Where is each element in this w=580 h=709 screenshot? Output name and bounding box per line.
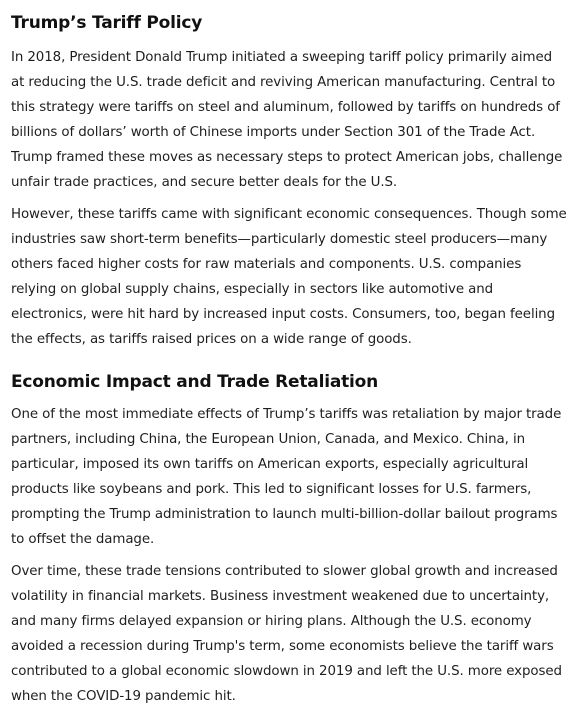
paragraph-tariff-consequences: However, these tariffs came with significant economic consequences. Though some industries saw short-term benefits—particularly domestic steel producers—many others faced higher costs for raw materials and components. U.S. companies relying on global supply chains, especially in sectors like automotive and electronics, were hit hard by increased input costs. Consumers, too, began feeling the effects, as tariffs raised prices on a wide range of goods.: [11, 207, 567, 347]
section-heading-economic-impact: Economic Impact and Trade Retaliation: [11, 372, 379, 392]
paragraph-trade-tensions: Over time, these trade tensions contributed to slower global growth and increased volatility in financial markets. Business investment weakened due to uncertainty, and many firms delayed expansion or hiring plans. Although the U.S. economy avoided a recession during Trump's term, some economists believe the tariff wars contributed to a global economic slowdown in 2019 and left the U.S. more exposed when the COVID-19 pandemic hit.: [11, 564, 562, 704]
section-heading-tariff-policy: Trump’s Tariff Policy: [11, 13, 203, 33]
paragraph-retaliation: One of the most immediate effects of Trump’s tariffs was retaliation by major trade partners, including China, the European Union, Canada, and Mexico. China, in particular, imposed its own tariffs on American exports, especially agricultural products like soybeans and pork. This led to significant losses for U.S. farmers, prompting the Trump administration to launch multi-billion-dollar bailout programs to offset the damage.: [11, 407, 562, 547]
paragraph-tariff-intro: In 2018, President Donald Trump initiated a sweeping tariff policy primarily aimed at reducing the U.S. trade deficit and reviving American manufacturing. Central to this strategy were tariffs on steel and aluminum, followed by tariffs on hundreds of billions of dollars’ worth of Chinese imports under Section 301 of the Trade Act. Trump framed these moves as necessary steps to protect American jobs, challenge unfair trade practices, and secure better deals for the U.S.: [11, 50, 563, 190]
